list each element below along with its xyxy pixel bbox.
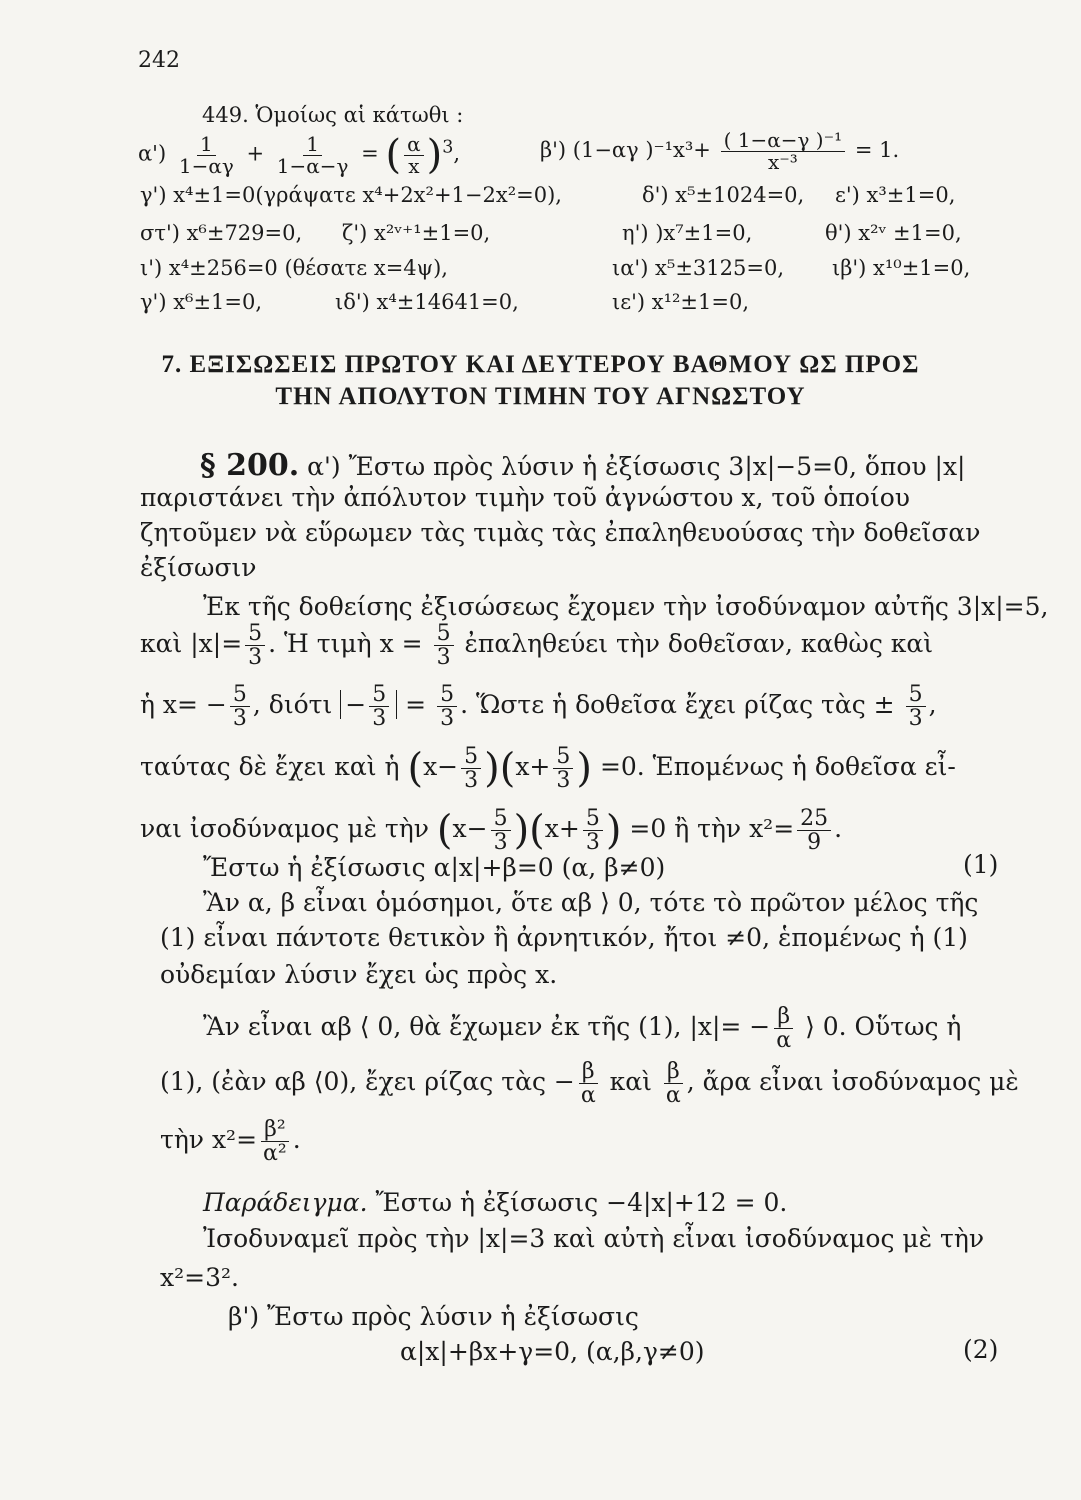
absolute-value: − $\frac{5}{3}$ <box>340 690 397 719</box>
exercise-h: η') )x⁷±1=0, <box>622 221 753 245</box>
fraction: $\frac{5}{3}$ <box>583 807 603 854</box>
paragraph-4-line1: Ἂν εἶναι αβ ⟨ 0, θὰ ἔχωμεν ἐκ τῆς (1), |x|= − $\frac{\beta}{\alpha}$ ⟩ 0. Οὕτως ἡ <box>203 1004 962 1054</box>
fraction: $\frac{\beta}{\alpha}$ <box>580 1059 596 1109</box>
fraction: $\frac{1}{1-\alpha\gamma}$ <box>178 131 234 178</box>
example-line2: Ἰσοδυναμεῖ πρὸς τὴν |x|=3 καὶ αὐτὴ εἶναι ἰσοδύναμος μὲ τὴν <box>203 1224 985 1253</box>
section-title-line1: 7. ΕΞΙΣΩΣΕΙΣ ΠΡΩΤΟΥ ΚΑΙ ΔΕΥΤΕΡΟΥ ΒΑΘΜΟΥ ΩΣ ΠΡΟΣ <box>161 351 920 378</box>
paragraph-2-line3: ἡ x= − $\frac{5}{3}$ , διότι − $\frac{5}{3}$ = $\frac{5}{3}$ . Ὥστε ἡ δοθεῖσα ἔχει ρίζας τὰς ± $\frac{5}{3}$ , <box>140 682 937 732</box>
paragraph-200-line3: ζητοῦμεν νὰ εὕρωμεν τὰς τιμὰς τὰς ἐπαληθευούσας τὴν δοθεῖσαν <box>140 518 981 547</box>
exercise-d: δ') x⁵±1024=0, <box>642 183 805 207</box>
fraction: $\frac{5}{3}$ <box>906 683 926 730</box>
paragraph-2-line2: καὶ |x|= $\frac{5}{3}$ . Ἡ τιμὴ x = $\frac{5}{3}$ ἐπαληθεύει τὴν δοθεῖσαν, καθὼς καὶ <box>140 621 934 671</box>
exercise-intro: 449. Ὁμοίως αἱ κάτωθι : <box>202 103 464 127</box>
paragraph-200-line2: παριστάνει τὴν ἀπόλυτον τιμὴν τοῦ ἀγνώστου x, τοῦ ὁποίου <box>140 483 911 512</box>
section-title-line2: ΤΗΝ ΑΠΟΛΥΤΟΝ ΤΙΜΗΝ ΤΟΥ ΑΓΝΩΣΤΟΥ <box>275 383 806 410</box>
paragraph-2-line4: ταύτας δὲ ἔχει καὶ ἡ (x− $\frac{5}{3}$ )(x+ $\frac{5}{3}$ ) =0. Ἑπομένως ἡ δοθεῖσα εἶ- <box>140 744 956 794</box>
paragraph-2-line1: Ἐκ τῆς δοθείσης ἐξισώσεως ἔχομεν τὴν ἰσοδύναμον αὐτῆς 3|x|=5, <box>203 592 1049 621</box>
equation-1-number: (1) <box>963 850 999 879</box>
exercise-ia: ια') x⁵±3125=0, <box>612 256 784 280</box>
exercise-b: β') (1−αγ )⁻¹x³+ $\frac{\text{( 1−α−γ )⁻¹}}{\text{x⁻³}}$ = 1. <box>540 128 900 174</box>
exercise-e: ε') x³±1=0, <box>835 183 956 207</box>
exercise-ig: γ') x⁶±1=0, <box>140 290 263 314</box>
fraction: $\frac{5}{3}$ <box>230 683 250 730</box>
exercise-z: ζ') x²ᵛ⁺¹±1=0, <box>342 221 491 245</box>
paragraph-4-line2: (1), (ἐὰν αβ ⟨0), ἔχει ρίζας τὰς − $\frac{\beta}{\alpha}$ καὶ $\frac{\beta}{\alpha}$ , ἄρα εἶναι ἰσοδύναμος μὲ <box>160 1059 1019 1109</box>
exercise-g: γ') x⁴±1=0(γράψατε x⁴+2x²+1−2x²=0), <box>140 183 562 207</box>
exercise-ib: ιβ') x¹⁰±1=0, <box>832 256 971 280</box>
equation-2-number: (2) <box>963 1335 999 1364</box>
paragraph-2-line5: ναι ἰσοδύναμος μὲ τὴν (x− $\frac{5}{3}$ )(x+ $\frac{5}{3}$ ) =0 ἢ τὴν x²= $\frac{25}{9}$ . <box>140 806 843 856</box>
fraction: $\frac{5}{3}$ <box>369 683 389 730</box>
equation-2-line: α|x|+βx+γ=0, (α,β,γ≠0) <box>400 1337 705 1366</box>
fraction: $\frac{5}{3}$ <box>491 807 511 854</box>
fraction: $\frac{25}{9}$ <box>797 807 831 854</box>
page-number: 242 <box>138 48 180 73</box>
paragraph-3-line2: (1) εἶναι πάντοτε θετικὸν ἢ ἀρνητικόν, ἤτοι ≠0, ἑπομένως ἡ (1) <box>160 923 968 952</box>
equation-1-line: Ἔστω ἡ ἐξίσωσις α|x|+β=0 (α, β≠0) <box>203 853 666 882</box>
fraction: $\frac{\text{β²}}{\text{α²}}$ <box>263 1117 287 1167</box>
exercise-th: θ') x²ᵛ ±1=0, <box>825 221 962 245</box>
exercise-a: α') $\frac{1}{1-\alpha\gamma}$ + $\frac{1}{1-\alpha-\gamma}$ = ( $\frac{\alpha}{x}$ )$^3$, <box>138 131 461 178</box>
exercise-st: στ') x⁶±729=0, <box>140 221 303 245</box>
fraction: $\frac{5}{3}$ <box>434 622 454 669</box>
paragraph-3-line3: οὐδεμίαν λύσιν ἔχει ὡς πρὸς x. <box>160 960 558 989</box>
exercise-a-label: α') <box>138 141 167 166</box>
paragraph-200-line1: § 200. α') Ἔστω πρὸς λύσιν ἡ ἐξίσωσις 3|x|−5=0, ὅπου |x| <box>200 448 966 483</box>
fraction: $\frac{\text{( 1−α−γ )⁻¹}}{\text{x⁻³}}$ <box>721 130 846 173</box>
part-b-line1: β') Ἔστω πρὸς λύσιν ἡ ἐξίσωσις <box>228 1302 639 1331</box>
exercise-ie: ιε') x¹²±1=0, <box>612 290 750 314</box>
exercise-id: ιδ') x⁴±14641=0, <box>335 290 519 314</box>
example-line1: Παράδειγμα. Ἔστω ἡ ἐξίσωσις −4|x|+12 = 0. <box>203 1188 788 1217</box>
paragraph-4-line3: τὴν x²= $\frac{\text{β²}}{\text{α²}}$ . <box>160 1117 301 1167</box>
paragraph-200-line4: ἐξίσωσιν <box>140 553 257 582</box>
fraction: $\frac{5}{3}$ <box>553 745 573 792</box>
fraction: $\frac{5}{3}$ <box>437 683 457 730</box>
fraction: $\frac{5}{3}$ <box>245 622 265 669</box>
fraction: $\frac{\alpha}{x}$ <box>404 134 424 177</box>
paragraph-3-line1: Ἂν α, β εἶναι ὁμόσημοι, ὅτε αβ ⟩ 0, τότε τὸ πρῶτον μέλος τῆς <box>203 888 979 917</box>
fraction: $\frac{5}{3}$ <box>461 745 481 792</box>
fraction: $\frac{\beta}{\alpha}$ <box>665 1059 681 1109</box>
fraction: $\frac{1}{1-\alpha-\gamma}$ <box>276 131 349 178</box>
example-label: Παράδειγμα. <box>203 1188 368 1217</box>
exercise-i: ι') x⁴±256=0 (θέσατε x=4ψ), <box>140 256 448 280</box>
fraction: $\frac{\beta}{\alpha}$ <box>776 1004 792 1054</box>
example-line3: x²=3². <box>160 1263 239 1292</box>
section-number: § 200. <box>200 448 300 483</box>
